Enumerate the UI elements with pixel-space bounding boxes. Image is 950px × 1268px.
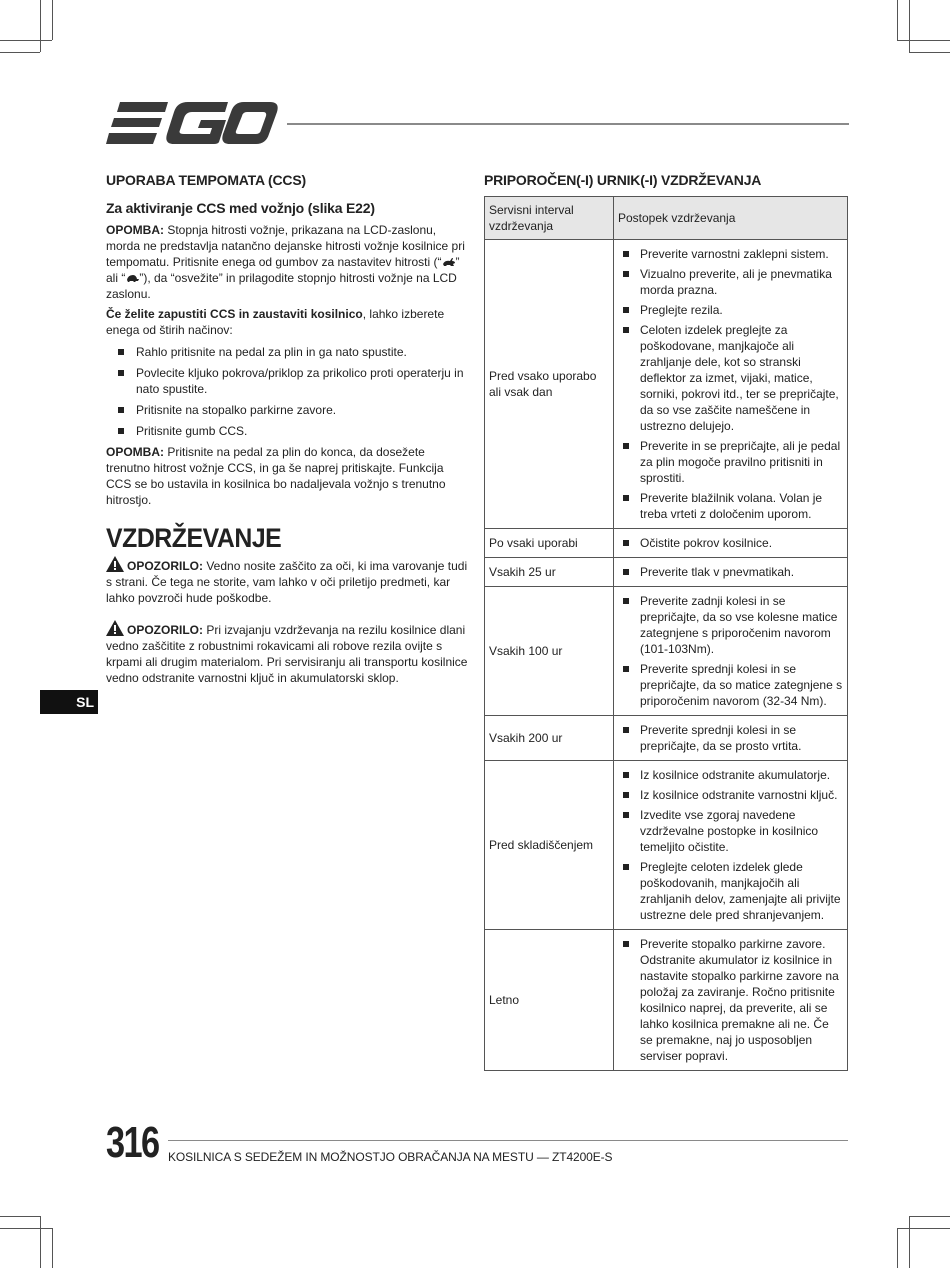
note-text: Pritisnite na pedal za plin do konca, da dosežete trenutno hitrost vožnje CCS, in ga še naprej pritiskajte. Funkcija CCS se bo ustavila in kosilnica bo nadaljevala vožnjo s trenutno hitrostjo.	[106, 445, 446, 507]
left-column	[106, 172, 468, 700]
crop-mark	[0, 1228, 52, 1229]
turtle-icon	[125, 273, 139, 283]
warning-label: OPOZORILO:	[127, 559, 203, 573]
note-paragraph	[106, 222, 468, 302]
procedure-item: Preglejte rezila.	[618, 302, 843, 318]
table-header-row	[485, 197, 848, 240]
procedure-item: Preverite stopalko parkirne zavore. Odstranite akumulator iz kosilnice in nastavite stopalko parkirne zavore na položaj za zaviranje. Ročno pritisnite kosilnico naprej, da preverite, ali se lahko kosilnica premakne ali ne. Če se premakne, naj jo usposobljen serviser popravi.	[618, 936, 843, 1064]
interval-cell: Vsakih 25 ur	[485, 558, 614, 587]
warning-text: Vedno nosite zaščito za oči, ki ima varovanje tudi s strani. Če tega ne storite, vam lahko v oči priletijo predmeti, kar lahko povzroči hude poškodbe.	[106, 559, 468, 605]
language-tab: SL	[40, 690, 98, 714]
crop-mark	[897, 0, 898, 40]
table-row	[485, 716, 848, 761]
maintenance-table	[484, 196, 848, 1071]
procedure-item: Preverite varnostni zaklepni sistem.	[618, 246, 843, 262]
interval-cell: Vsakih 100 ur	[485, 587, 614, 716]
header-rule	[287, 123, 849, 125]
procedure-item: Preverite blažilnik volana. Volan je treba vrteti z določenim uporom.	[618, 490, 843, 522]
procedure-item: Preverite sprednji kolesi in se prepričajte, da so matice zategnjene s priporočenim navorom (32-34 Nm).	[618, 661, 843, 709]
table-row	[485, 558, 848, 587]
interval-cell: Letno	[485, 930, 614, 1071]
footer-title: KOSILNICA S SEDEŽEM IN MOŽNOSTJO OBRAČANJA NA MESTU — ZT4200E-S	[168, 1150, 613, 1164]
crop-mark	[52, 0, 53, 40]
note-text: ”), da “osvežite” in prilagodite stopnjo hitrosti vožnje na LCD zaslonu.	[106, 271, 457, 301]
table-row	[485, 529, 848, 558]
warning-label: OPOZORILO:	[127, 623, 203, 637]
column-header: Servisni interval vzdrževanja	[485, 197, 614, 240]
procedure-item: Preverite zadnji kolesi in se prepričajte, da so vse kolesne matice zategnjene s priporočenim navorom (101-103Nm).	[618, 593, 843, 657]
ego-logo	[106, 100, 278, 146]
procedure-item: Preverite sprednji kolesi in se prepričajte, da se prosto vrtita.	[618, 722, 843, 754]
list-item: Povlecite kljuko pokrova/priklop za prikolico proti operaterju in nato spustite.	[106, 365, 468, 397]
crop-mark	[0, 40, 52, 41]
procedure-item: Preverite tlak v pnevmatikah.	[618, 564, 843, 580]
procedure-item: Preverite in se prepričajte, ali je pedal za plin mogoče pravilno pritisniti in sprostiti.	[618, 438, 843, 486]
crop-mark	[897, 40, 950, 41]
crop-mark	[909, 1216, 910, 1268]
procedure-item: Vizualno preverite, ali je pnevmatika morda prazna.	[618, 266, 843, 298]
procedure-item: Iz kosilnice odstranite akumulatorje.	[618, 767, 843, 783]
note-paragraph-2	[106, 444, 468, 508]
procedure-item: Očistite pokrov kosilnice.	[618, 535, 843, 551]
procedure-cell	[614, 240, 848, 529]
table-row	[485, 240, 848, 529]
crop-mark	[909, 0, 910, 52]
warning-icon	[106, 556, 124, 572]
right-column	[484, 172, 848, 1071]
stop-methods-list	[106, 344, 468, 439]
crop-mark	[897, 1228, 950, 1229]
crop-mark	[909, 1216, 950, 1217]
table-row	[485, 587, 848, 716]
intro-text: , lahko izberete enega od štirih načinov:	[106, 307, 445, 337]
rabbit-icon	[442, 257, 456, 267]
column-header: Postopek vzdrževanja	[614, 197, 848, 240]
interval-cell: Po vsaki uporabi	[485, 529, 614, 558]
crop-mark	[0, 1216, 40, 1217]
main-title: VZDRŽEVANJE	[106, 523, 282, 553]
crop-mark	[52, 1228, 53, 1268]
list-item: Rahlo pritisnite na pedal za plin in ga nato spustite.	[106, 344, 468, 360]
list-item: Pritisnite gumb CCS.	[106, 423, 468, 439]
warning-icon	[106, 620, 124, 636]
procedure-cell	[614, 761, 848, 930]
procedure-item: Izvedite vse zgoraj navedene vzdrževalne postopke in kosilnico temeljito očistite.	[618, 807, 843, 855]
procedure-cell	[614, 558, 848, 587]
crop-mark	[40, 1216, 41, 1268]
interval-cell: Vsakih 200 ur	[485, 716, 614, 761]
procedure-item: Preglejte celoten izdelek glede poškodovanih, manjkajočih ali zrahljanih delov, zamenjajte ali privijte ustrezne dele pred shranjevanjem.	[618, 859, 843, 923]
table-title: PRIPOROČEN(-I) URNIK(-I) VZDRŽEVANJA	[484, 172, 762, 188]
procedure-cell	[614, 930, 848, 1071]
note-label: OPOMBA:	[106, 223, 164, 237]
note-label: OPOMBA:	[106, 445, 164, 459]
procedure-item: Iz kosilnice odstranite varnostni ključ.	[618, 787, 843, 803]
warning-text: Pri izvajanju vzdrževanja na rezilu kosilnice dlani vedno zaščitite z robustnimi rokavicami ali robove rezila ovijte s krpami ali drugim materialom. Pri servisiranju ali transportu kosilnice vedno odstranite varnostni ključ in akumulatorski sklop.	[106, 623, 468, 685]
interval-cell: Pred skladiščenjem	[485, 761, 614, 930]
list-item: Pritisnite na stopalko parkirne zavore.	[106, 402, 468, 418]
interval-cell: Pred vsako uporabo ali vsak dan	[485, 240, 614, 529]
crop-mark	[0, 52, 40, 53]
footer-rule	[168, 1140, 848, 1141]
note-text: Stopnja hitrosti vožnje, prikazana na LCD-zaslonu, morda ne predstavlja natančno dejanske hitrosti vožnje kosilnice pri tempomatu. Pritisnite enega od gumbov za nastavitev hitrosti (“	[106, 223, 465, 269]
warning-paragraph	[106, 620, 468, 686]
intro-bold: Če želite zapustiti CCS in zaustaviti kosilnico	[106, 307, 363, 321]
page-number: 316	[106, 1118, 159, 1167]
procedure-item: Celoten izdelek preglejte za poškodovane, manjkajoče ali zrahljanje dele, kot so stranski deflektor za izmet, vijaki, matice, sorniki, pokrovi itd., ter se prepričajte, da so vse zaščite nameščene in ustrezno delujejo.	[618, 322, 843, 434]
section-title: UPORABA TEMPOMATA (CCS)	[106, 172, 306, 188]
crop-mark	[897, 1228, 898, 1268]
crop-mark	[40, 0, 41, 52]
procedure-cell	[614, 587, 848, 716]
table-row	[485, 930, 848, 1071]
procedure-cell	[614, 529, 848, 558]
note-text: ” ali “	[106, 255, 460, 285]
table-row	[485, 761, 848, 930]
procedure-cell	[614, 716, 848, 761]
warning-paragraph	[106, 556, 468, 606]
sub-title: Za aktiviranje CCS med vožnjo (slika E22)	[106, 200, 375, 216]
intro-paragraph	[106, 306, 468, 338]
crop-mark	[909, 52, 950, 53]
